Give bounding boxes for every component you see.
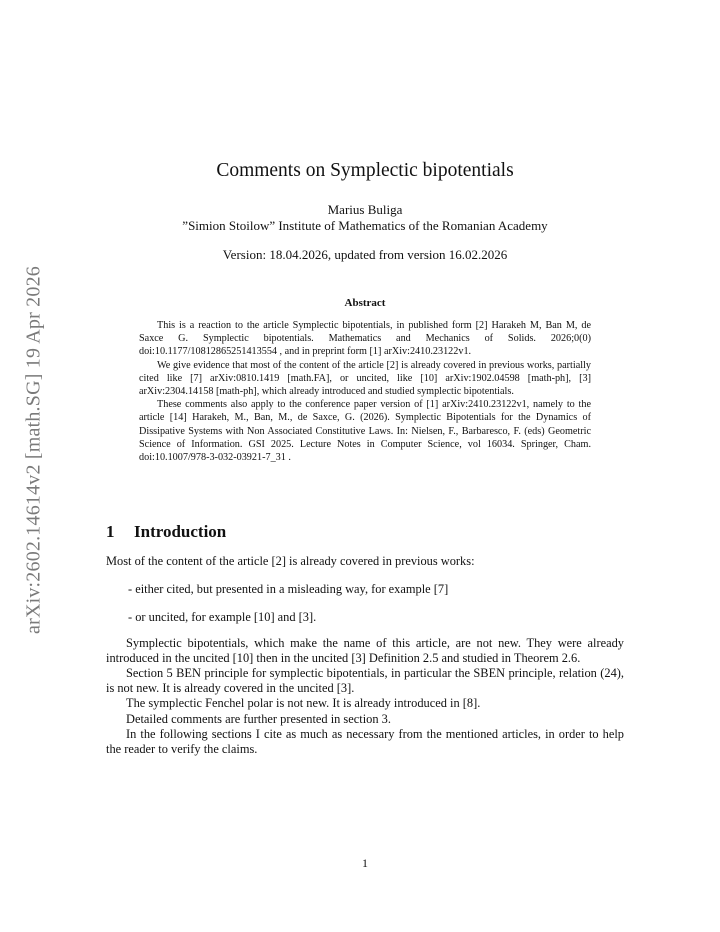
section-number: 1 bbox=[106, 522, 115, 541]
abstract-paragraph: These comments also apply to the conference paper version of [1] arXiv:2410.23122v1, namely to the article [14] Harakeh, M., Ban, M., de Saxce, G. (2026). Symplectic Bipotentials for the Dynamics of Dissipative Systems with Non Associated Constitutive Laws. In: Nielsen, F., Barbaresco, F. (eds) Geometric Science of Information. GSI 2025. Lecture Notes in Computer Science, vol 16034. Springer, Cham. doi:10.1007/978-3-032-03921-7_31 . bbox=[139, 399, 591, 464]
section-title: Introduction bbox=[134, 522, 227, 541]
page-number: 1 bbox=[362, 856, 368, 870]
list-item: - either cited, but presented in a misleading way, for example [7] bbox=[128, 582, 449, 597]
list-item: - or uncited, for example [10] and [3]. bbox=[128, 610, 317, 625]
section-heading bbox=[106, 522, 226, 542]
abstract-paragraph: This is a reaction to the article Symplectic bipotentials, in published form [2] Harakeh M, Ban M, de Saxce G. Symplectic bipotentials. Mathematics and Mechanics of Solids. 2026;0(0) doi:10.1177/10812865251413554 , and in preprint form [1] arXiv:2410.23122v1. bbox=[139, 320, 591, 358]
paper-title: Comments on Symplectic bipotentials bbox=[216, 160, 514, 181]
body-paragraph: Symplectic bipotentials, which make the name of this article, are not new. They were already introduced in the uncited [10] then in the uncited [3] Definition 2.5 and studied in Theorem 2.6. bbox=[106, 635, 624, 665]
body-paragraph: In the following sections I cite as much as necessary from the mentioned articles, in order to help the reader to verify the claims. bbox=[106, 726, 624, 757]
author-affiliation: ”Simion Stoilow” Institute of Mathematics of the Romanian Academy bbox=[182, 218, 548, 233]
arxiv-identifier: arXiv:2602.14614v2 [math.SG] 19 Apr 2026 bbox=[22, 266, 45, 634]
body-paragraph: The symplectic Fenchel polar is not new. It is already introduced in [8]. bbox=[126, 696, 481, 711]
author-block bbox=[0, 202, 720, 234]
version-line: Version: 18.04.2026, updated from version 16.02.2026 bbox=[222, 247, 508, 262]
body-paragraph: Section 5 BEN principle for symplectic bipotentials, in particular the SBEN principle, relation (24), is not new. It is already covered in the uncited [3]. bbox=[106, 666, 624, 696]
author-name: Marius Buliga bbox=[327, 202, 403, 217]
bullet-list bbox=[106, 582, 624, 625]
section-body bbox=[106, 554, 624, 757]
body-paragraph: Detailed comments are further presented in section 3. bbox=[126, 711, 391, 726]
abstract-paragraph: We give evidence that most of the content of the article [2] is already covered in previous works, partially cited like [7] arXiv:0810.1419 [math.FA], or uncited, like [10] arXiv:1902.04598 [math-ph], [3] arXiv:2304.14158 [math-ph], which already introduced and studied symplectic bipotentials. bbox=[139, 359, 591, 398]
abstract-body bbox=[139, 319, 591, 464]
intro-paragraph: Most of the content of the article [2] is already covered in previous works: bbox=[106, 554, 475, 568]
abstract-heading: Abstract bbox=[344, 297, 386, 309]
